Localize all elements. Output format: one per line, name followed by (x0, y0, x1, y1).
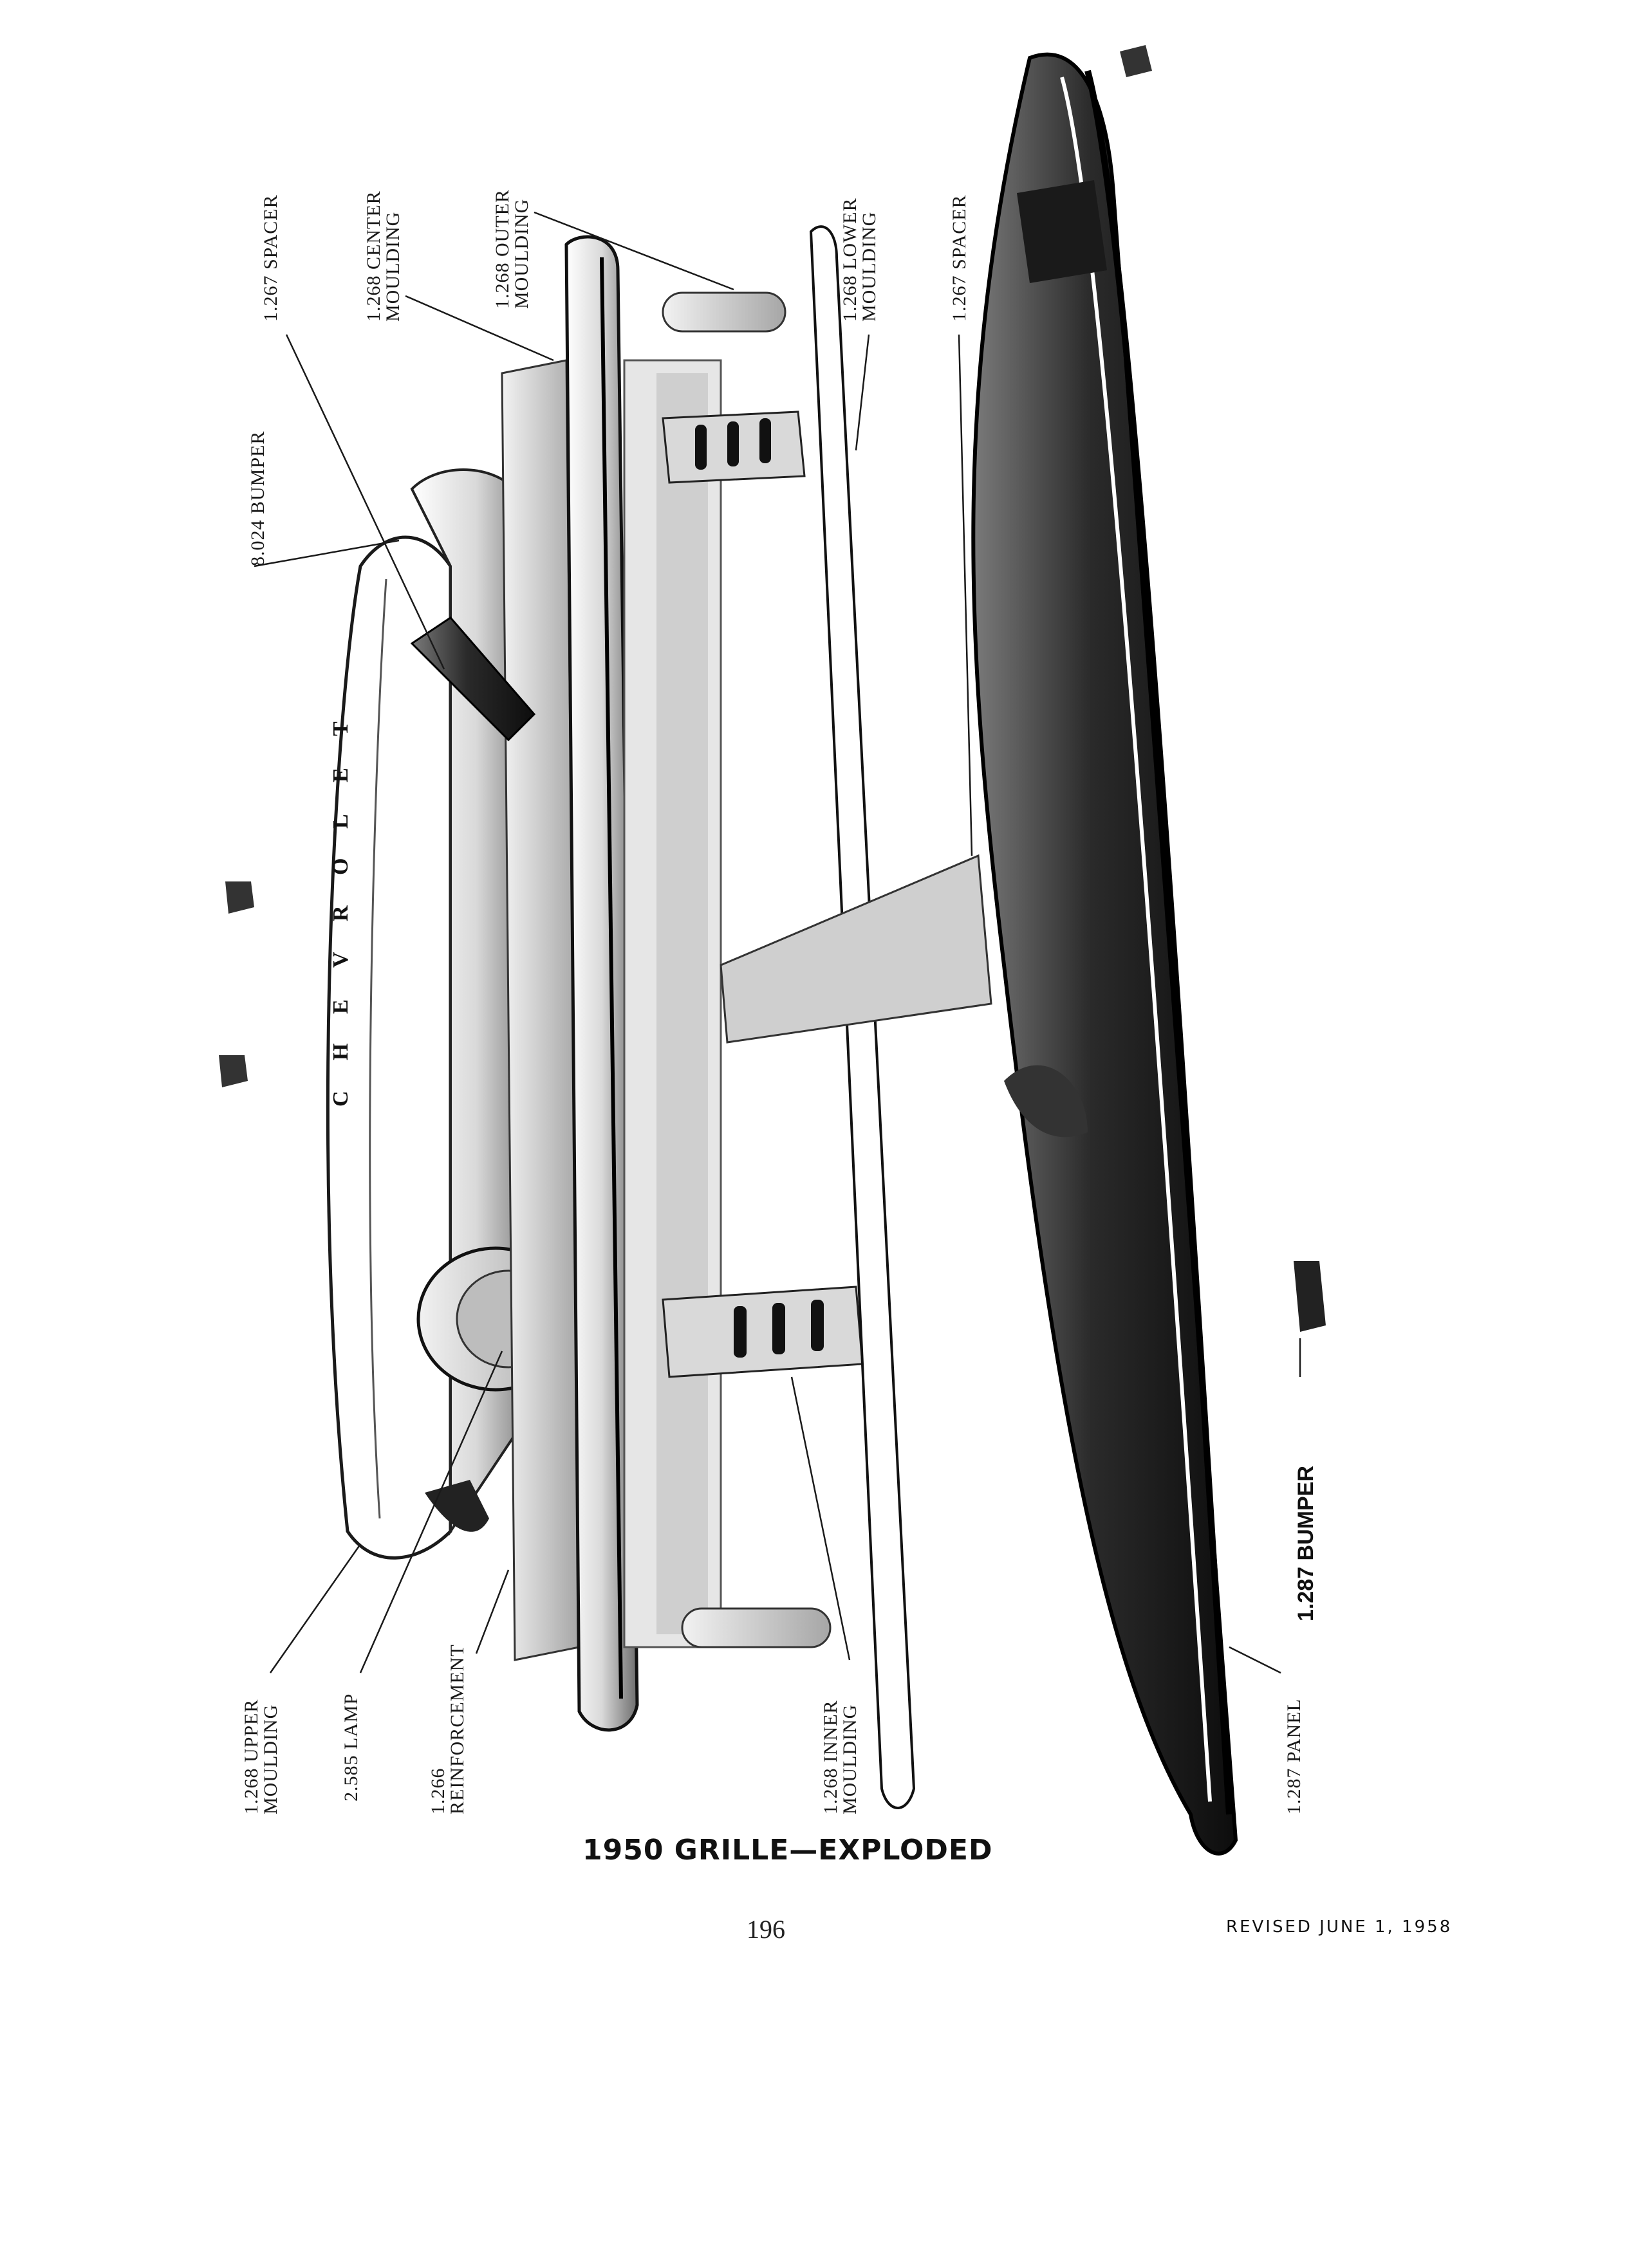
emblem-letter: E (329, 999, 353, 1014)
label-center-moulding-1: 1.268 CENTER (363, 190, 384, 322)
label-reinforcement-1: 1.266 (427, 1767, 449, 1814)
label-inner-moulding-1: 1.268 INNER (820, 1700, 841, 1814)
emblem-letter: O (329, 858, 353, 875)
label-lamp: 2.585 LAMP (340, 1693, 362, 1802)
page-title: 1950 GRILLE—EXPLODED (582, 1834, 993, 1867)
inner-moulding-left (663, 1287, 862, 1377)
emblem-letter: E (329, 768, 353, 782)
label-outer-moulding-2: MOULDING (511, 198, 532, 309)
emblem-letter: H (329, 1043, 353, 1060)
outer-moulding-part (663, 293, 785, 331)
revision-note: REVISED JUNE 1, 1958 (1226, 1917, 1453, 1937)
label-lower-moulding-2: MOULDING (859, 211, 880, 322)
page-number: 196 (747, 1915, 785, 1944)
emblem-letter: C (329, 1091, 353, 1107)
inner-moulding-tube (682, 1609, 830, 1647)
label-center-moulding-2: MOULDING (382, 211, 404, 322)
label-outer-moulding-1: 1.268 OUTER (492, 189, 513, 309)
label-lower-moulding-1: 1.268 LOWER (839, 198, 860, 322)
emblem-letter: R (329, 905, 353, 921)
label-upper-moulding-2: MOULDING (260, 1704, 281, 1814)
lower-bumper-part (973, 55, 1236, 1854)
inner-moulding-right (663, 412, 804, 483)
emblem-letter: L (329, 814, 353, 829)
emblem-letter: T (329, 721, 353, 736)
label-spacer-right: 1.267 SPACER (949, 194, 970, 322)
label-spacer-top: 1.267 SPACER (260, 194, 281, 322)
emblem-letter: V (329, 952, 353, 968)
label-inner-moulding-2: MOULDING (839, 1704, 860, 1814)
label-upper-moulding-1: 1.268 UPPER (241, 1699, 262, 1814)
grille-plate-part (624, 360, 721, 1647)
label-bumper-1287: 1.287 BUMPER (1294, 1466, 1318, 1621)
label-panel: 1.287 PANEL (1283, 1699, 1305, 1814)
label-reinforcement-2: REINFORCEMENT (447, 1644, 468, 1814)
label-bumper-8024: 8.024 BUMPER (247, 430, 268, 566)
chevrolet-emblem (329, 721, 353, 1107)
